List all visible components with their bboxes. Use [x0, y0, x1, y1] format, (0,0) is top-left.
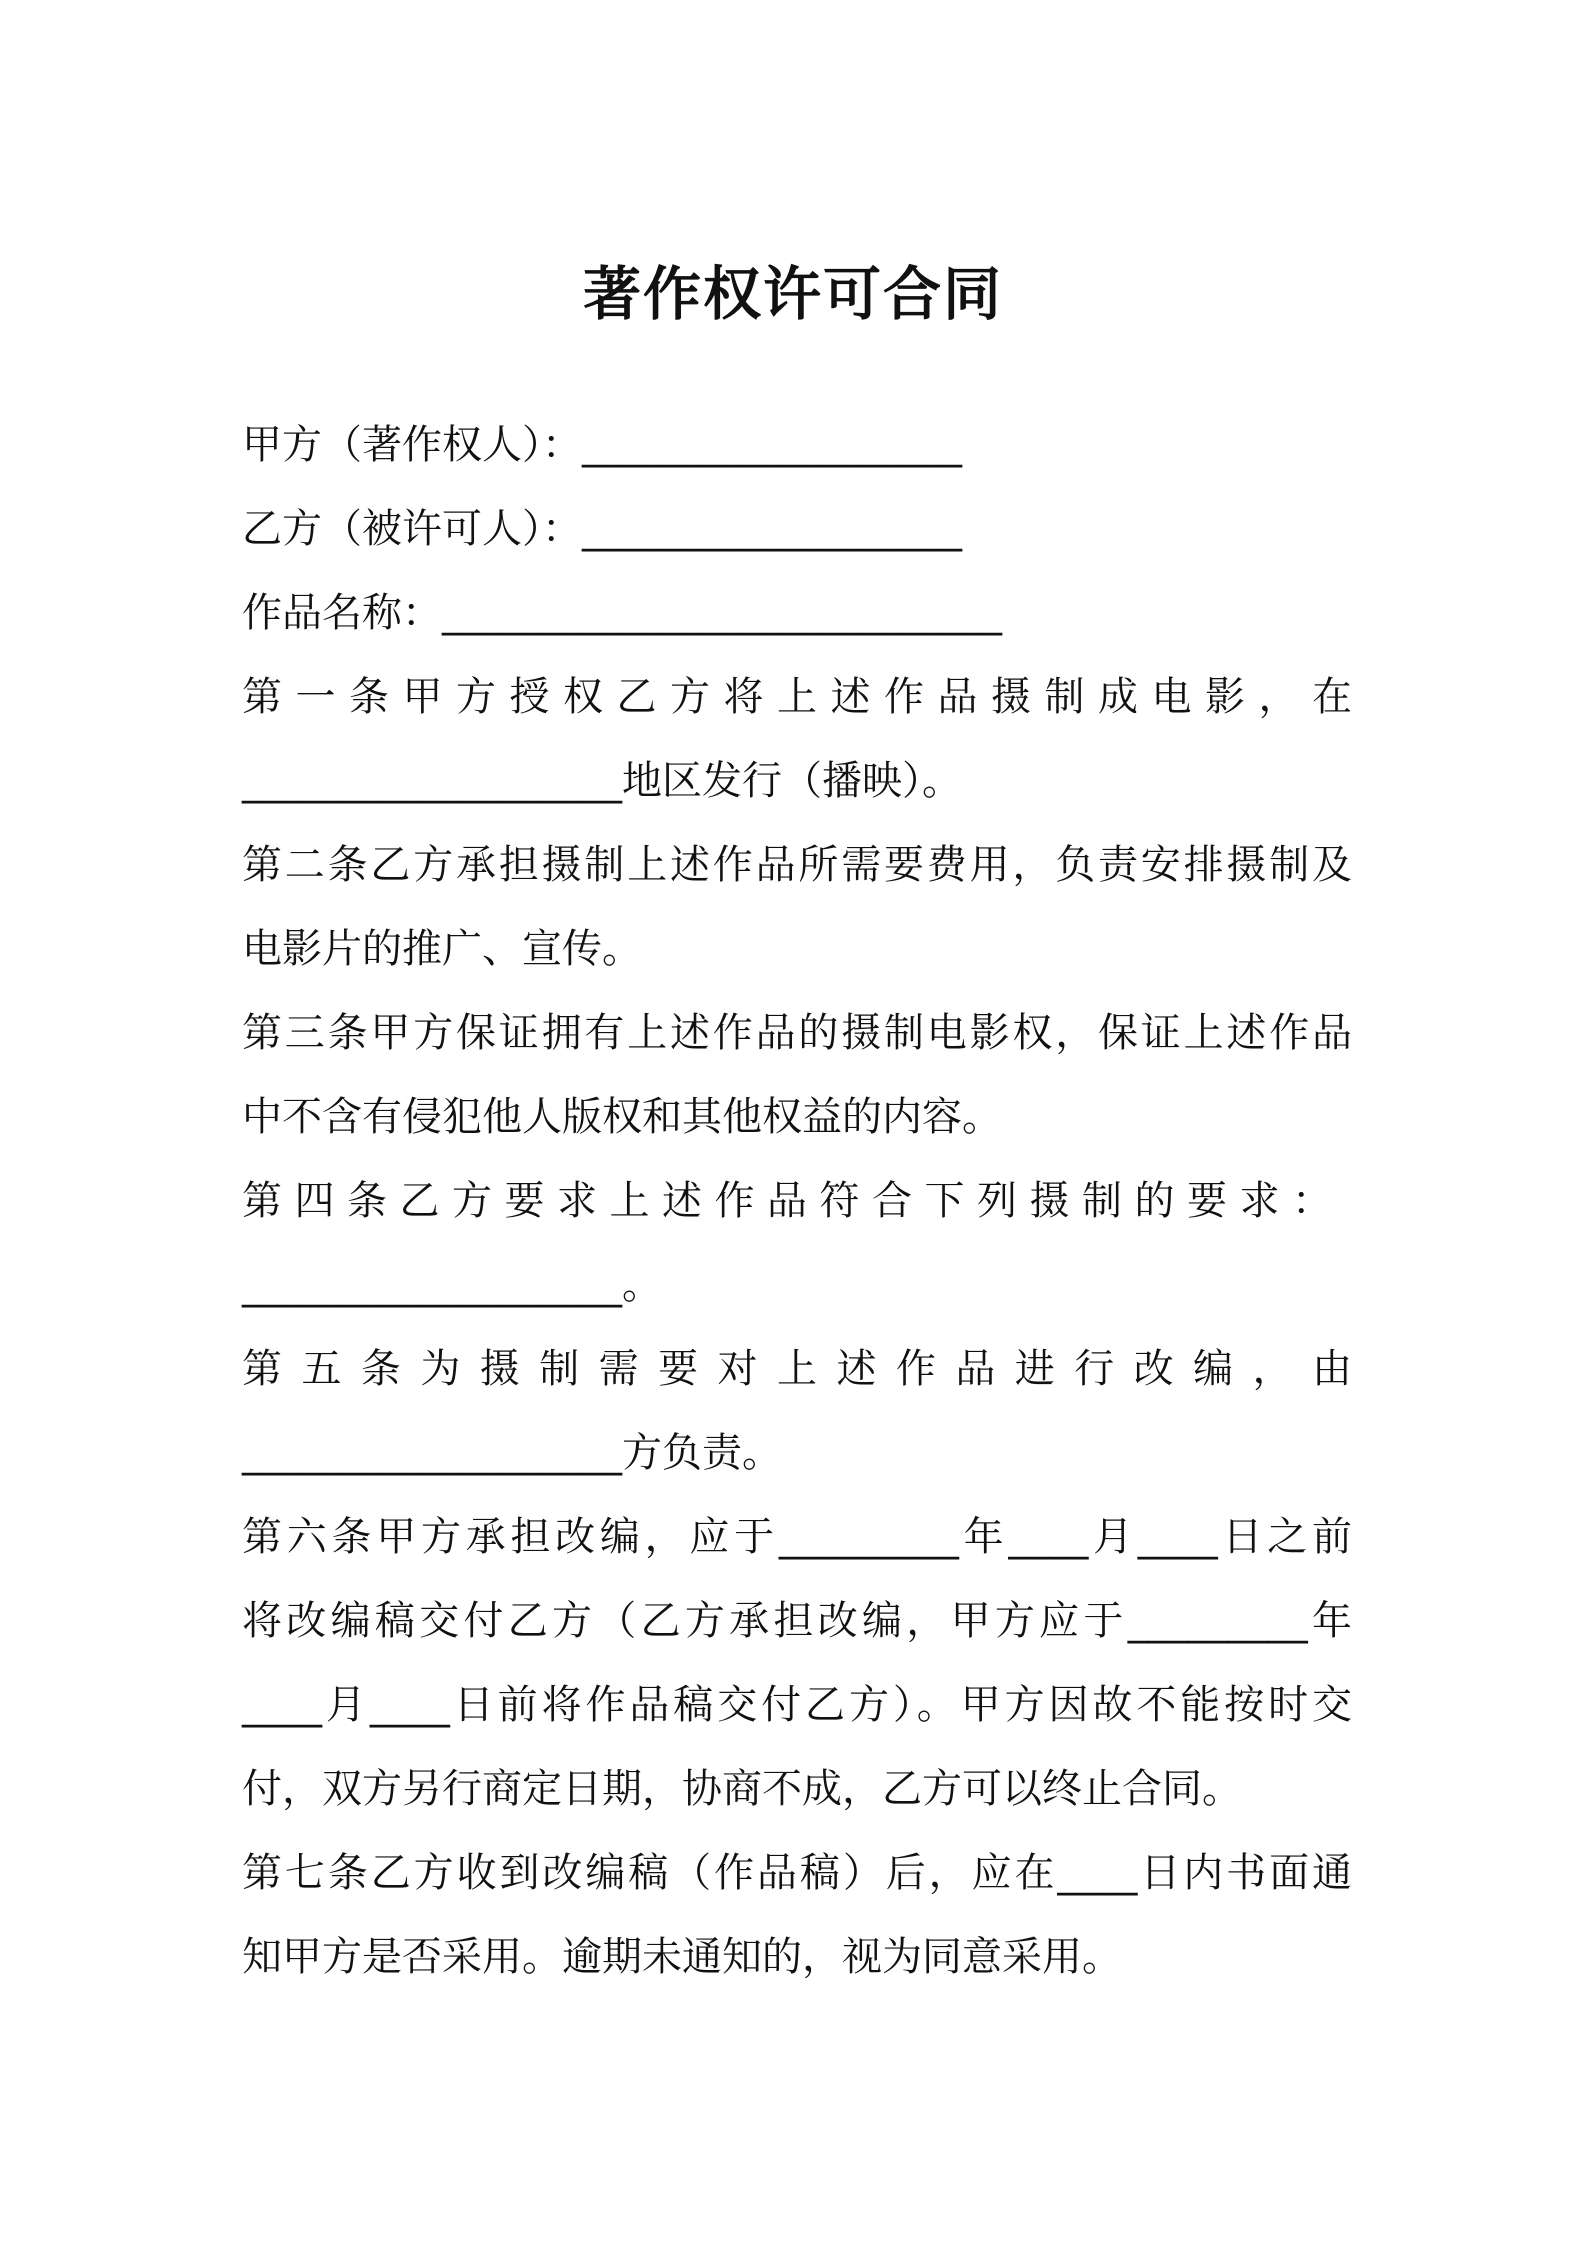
- document-title: 著作权许可合同: [582, 260, 1003, 328]
- clause-7-line-2: 知甲方是否采用。逾期未通知的，视为同意采用。: [242, 1934, 1122, 1980]
- clause-6-line-2: 将改编稿交付乙方（乙方承担改编，甲方应于_________年: [242, 1598, 1352, 1644]
- clause-3-line-1: 第三条甲方保证拥有上述作品的摄制电影权，保证上述作品: [242, 1010, 1352, 1056]
- clause-6-line-1: 第六条甲方承担改编，应于_________年____月____日之前: [242, 1514, 1352, 1560]
- clause-1-line-2: ___________________地区发行（播映）。: [242, 758, 962, 804]
- clause-5-line-1: 第五条为摄制需要对上述作品进行改编，由: [242, 1346, 1352, 1392]
- work-name-line: 作品名称：____________________________: [242, 590, 1002, 636]
- clause-1-line-1: 第一条甲方授权乙方将上述作品摄制成电影，在: [242, 674, 1352, 720]
- clause-2-line-2: 电影片的推广、宣传。: [242, 926, 642, 972]
- party-a-line: 甲方（著作权人）：___________________: [242, 422, 962, 468]
- clause-2-line-1: 第二条乙方承担摄制上述作品所需要费用，负责安排摄制及: [242, 842, 1352, 888]
- clause-7-line-1: 第七条乙方收到改编稿（作品稿）后，应在____日内书面通: [242, 1850, 1352, 1896]
- clause-4-line-1: 第四条乙方要求上述作品符合下列摄制的要求：: [242, 1178, 1332, 1224]
- party-b-line: 乙方（被许可人）：___________________: [242, 506, 962, 552]
- clause-3-line-2: 中不含有侵犯他人版权和其他权益的内容。: [242, 1094, 1002, 1140]
- clause-6-line-3: ____月____日前将作品稿交付乙方）。甲方因故不能按时交: [242, 1682, 1352, 1728]
- clause-5-line-2: ___________________方负责。: [242, 1430, 782, 1476]
- clause-6-line-4: 付，双方另行商定日期，协商不成，乙方可以终止合同。: [242, 1766, 1242, 1812]
- clause-4-line-2: ___________________。: [242, 1262, 662, 1308]
